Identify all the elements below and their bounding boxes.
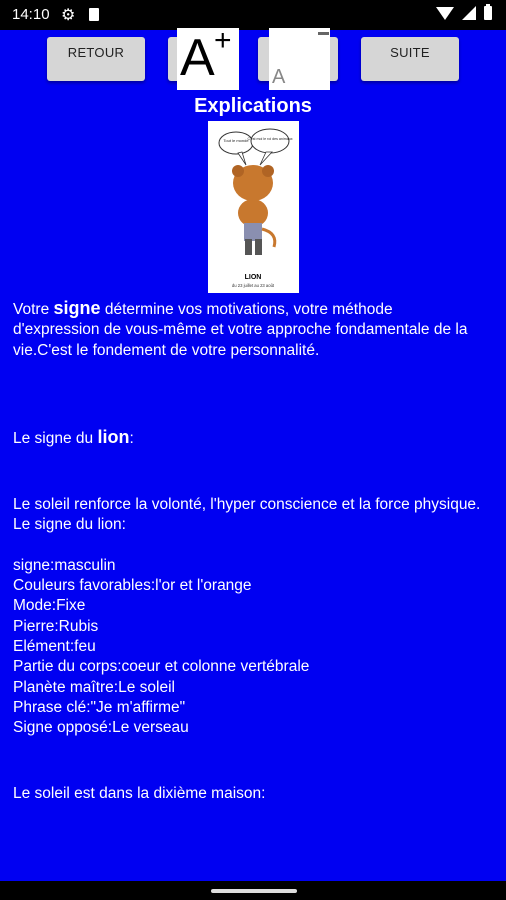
font-decrease-button[interactable] xyxy=(269,28,330,90)
font-increase-letter: A xyxy=(180,29,215,87)
attribute-line: signe:masculin xyxy=(13,556,116,574)
intro-highlight: signe xyxy=(53,298,101,318)
sd-card-icon xyxy=(89,8,99,21)
font-decrease-letter: A xyxy=(272,66,286,88)
battery-icon xyxy=(484,6,492,20)
explanation-content xyxy=(13,298,483,805)
attribute-line: Planète maître:Le soleil xyxy=(13,678,175,696)
attribute-line: Couleurs favorables:l'or et l'orange xyxy=(13,577,252,595)
cell-signal-icon xyxy=(462,6,476,20)
attribute-line: Signe opposé:Le verseau xyxy=(13,719,189,737)
attribute-line: Pierre:Rubis xyxy=(13,617,99,635)
illustration-caption-dates: du 23 juillet au 23 août xyxy=(231,283,275,288)
minus-icon xyxy=(318,32,329,35)
attribute-line: Phrase clé:"Je m'affirme" xyxy=(13,698,186,716)
sign-intro: Le signe du lion: xyxy=(13,426,134,447)
sign-header: Le signe du lion: xyxy=(13,516,126,534)
sign-name: lion xyxy=(97,426,130,447)
settings-gear-icon: ⚙ xyxy=(61,7,76,24)
illustration-caption-title: LION xyxy=(244,274,262,281)
illustration-bubble-left: Tout le monde xyxy=(223,138,249,143)
attribute-line: Mode:Fixe xyxy=(13,597,86,615)
status-time: 14:10 xyxy=(12,6,50,23)
lion-illustration xyxy=(208,121,299,293)
attribute-line: Elément:feu xyxy=(13,637,96,655)
status-bar xyxy=(0,0,506,30)
home-handle[interactable] xyxy=(211,889,297,893)
navigation-bar xyxy=(0,881,506,900)
illustration-bubble-right: C'est moi le roi des animaux xyxy=(247,137,293,141)
wifi-icon xyxy=(436,7,454,20)
back-button[interactable]: RETOUR xyxy=(47,37,145,81)
font-increase-button[interactable] xyxy=(177,24,239,90)
next-button[interactable]: SUITE xyxy=(361,37,459,81)
attribute-line: Partie du corps:coeur et colonne vertébrale xyxy=(13,658,310,676)
plus-icon: + xyxy=(214,24,232,57)
intro-paragraph: Votre signe détermine vos motivations, votre méthode d'expression de vous-même et votre approche fondamentale de la vie.C'est le fondement de votre personnalité. xyxy=(13,298,468,359)
house-text: Le soleil est dans la dixième maison: xyxy=(13,785,266,803)
page-title: Explications xyxy=(194,95,312,117)
sun-text: Le soleil renforce la volonté, l'hyper conscience et la force physique. xyxy=(13,496,481,514)
